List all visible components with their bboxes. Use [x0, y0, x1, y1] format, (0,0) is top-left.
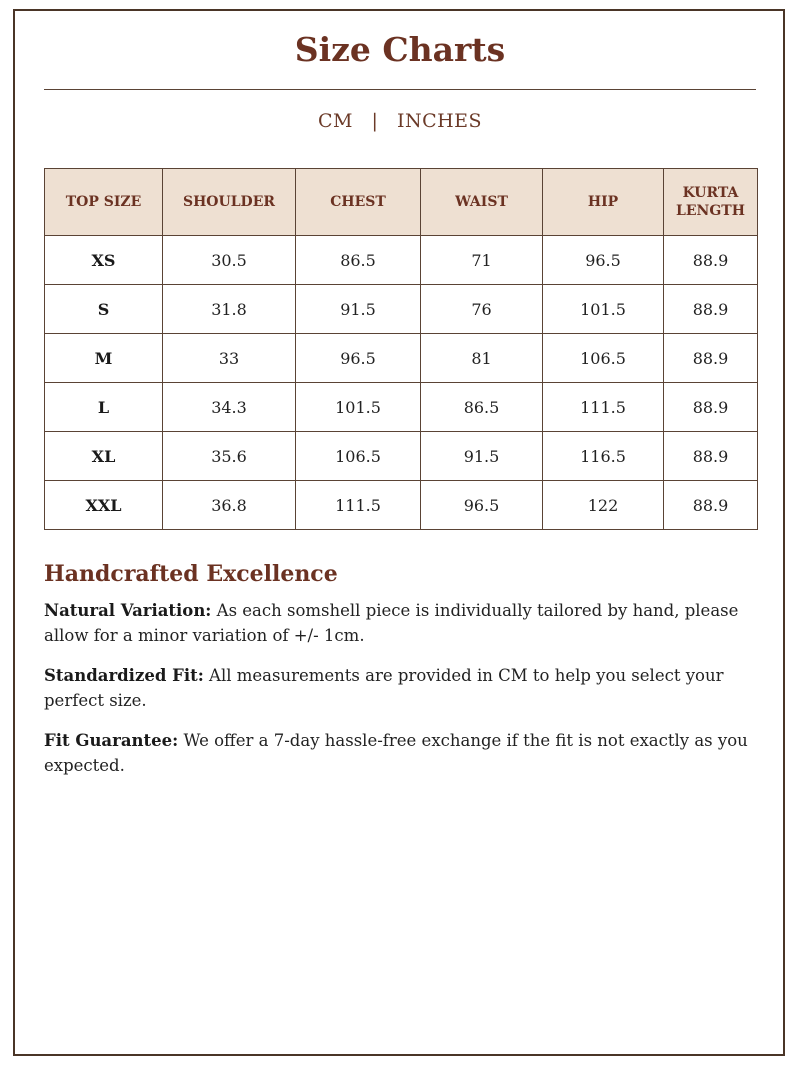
kurta-length-cell: 88.9 — [664, 285, 758, 334]
kurta-length-cell: 88.9 — [664, 481, 758, 530]
chest-cell: 111.5 — [296, 481, 421, 530]
shoulder-cell: 31.8 — [163, 285, 296, 334]
size-cell: XL — [45, 432, 163, 481]
note-text: We offer a 7-day hassle-free exchange if the fit is not exactly as you expected. — [44, 731, 748, 775]
size-cell: L — [45, 383, 163, 432]
hip-cell: 111.5 — [543, 383, 664, 432]
note-label: Natural Variation: — [44, 601, 212, 620]
size-chart-frame — [13, 9, 785, 1056]
header-chest: CHEST — [296, 169, 421, 236]
note-text: All measurements are provided in CM to help you select your perfect size. — [44, 666, 724, 710]
kurta-length-cell: 88.9 — [664, 334, 758, 383]
chest-cell: 101.5 — [296, 383, 421, 432]
header-kurta-length: KURTA LENGTH — [664, 169, 758, 236]
waist-cell: 71 — [421, 236, 543, 285]
hip-cell: 96.5 — [543, 236, 664, 285]
waist-cell: 76 — [421, 285, 543, 334]
kurta-length-cell: 88.9 — [664, 383, 758, 432]
header-hip: HIP — [543, 169, 664, 236]
table-header-row — [45, 169, 758, 236]
table-row — [45, 481, 758, 530]
kurta-length-cell: 88.9 — [664, 236, 758, 285]
size-table — [44, 168, 758, 530]
table-row — [45, 236, 758, 285]
table-row — [45, 383, 758, 432]
waist-cell: 91.5 — [421, 432, 543, 481]
chest-cell: 96.5 — [296, 334, 421, 383]
page-title: Size Charts — [294, 30, 506, 69]
kurta-length-cell: 88.9 — [664, 432, 758, 481]
unit-separator: | — [371, 110, 379, 132]
size-cell: S — [45, 285, 163, 334]
section-heading: Handcrafted Excellence — [44, 561, 338, 587]
unit-cm-option[interactable]: CM — [317, 110, 353, 132]
shoulder-cell: 33 — [163, 334, 296, 383]
header-top-size: TOP SIZE — [45, 169, 163, 236]
header-waist: WAIST — [421, 169, 543, 236]
unit-toggle — [0, 110, 800, 132]
unit-inches-option[interactable]: INCHES — [396, 110, 483, 132]
size-cell: M — [45, 334, 163, 383]
hip-cell: 106.5 — [543, 334, 664, 383]
note-label: Fit Guarantee: — [44, 731, 179, 750]
shoulder-cell: 35.6 — [163, 432, 296, 481]
shoulder-cell: 34.3 — [163, 383, 296, 432]
note-text: As each somshell piece is individually tailored by hand, please allow for a minor variation of +/- 1cm. — [44, 601, 739, 645]
chest-cell: 91.5 — [296, 285, 421, 334]
table-row — [45, 432, 758, 481]
shoulder-cell: 36.8 — [163, 481, 296, 530]
waist-cell: 81 — [421, 334, 543, 383]
note-standardized-fit — [44, 663, 774, 713]
note-fit-guarantee — [44, 728, 774, 778]
waist-cell: 86.5 — [421, 383, 543, 432]
chest-cell: 86.5 — [296, 236, 421, 285]
hip-cell: 101.5 — [543, 285, 664, 334]
size-cell: XXL — [45, 481, 163, 530]
waist-cell: 96.5 — [421, 481, 543, 530]
hip-cell: 122 — [543, 481, 664, 530]
shoulder-cell: 30.5 — [163, 236, 296, 285]
table-row — [45, 334, 758, 383]
size-cell: XS — [45, 236, 163, 285]
note-natural-variation — [44, 598, 774, 648]
header-shoulder: SHOULDER — [163, 169, 296, 236]
title-divider — [44, 89, 756, 90]
table-row — [45, 285, 758, 334]
chest-cell: 106.5 — [296, 432, 421, 481]
note-label: Standardized Fit: — [44, 666, 204, 685]
hip-cell: 116.5 — [543, 432, 664, 481]
